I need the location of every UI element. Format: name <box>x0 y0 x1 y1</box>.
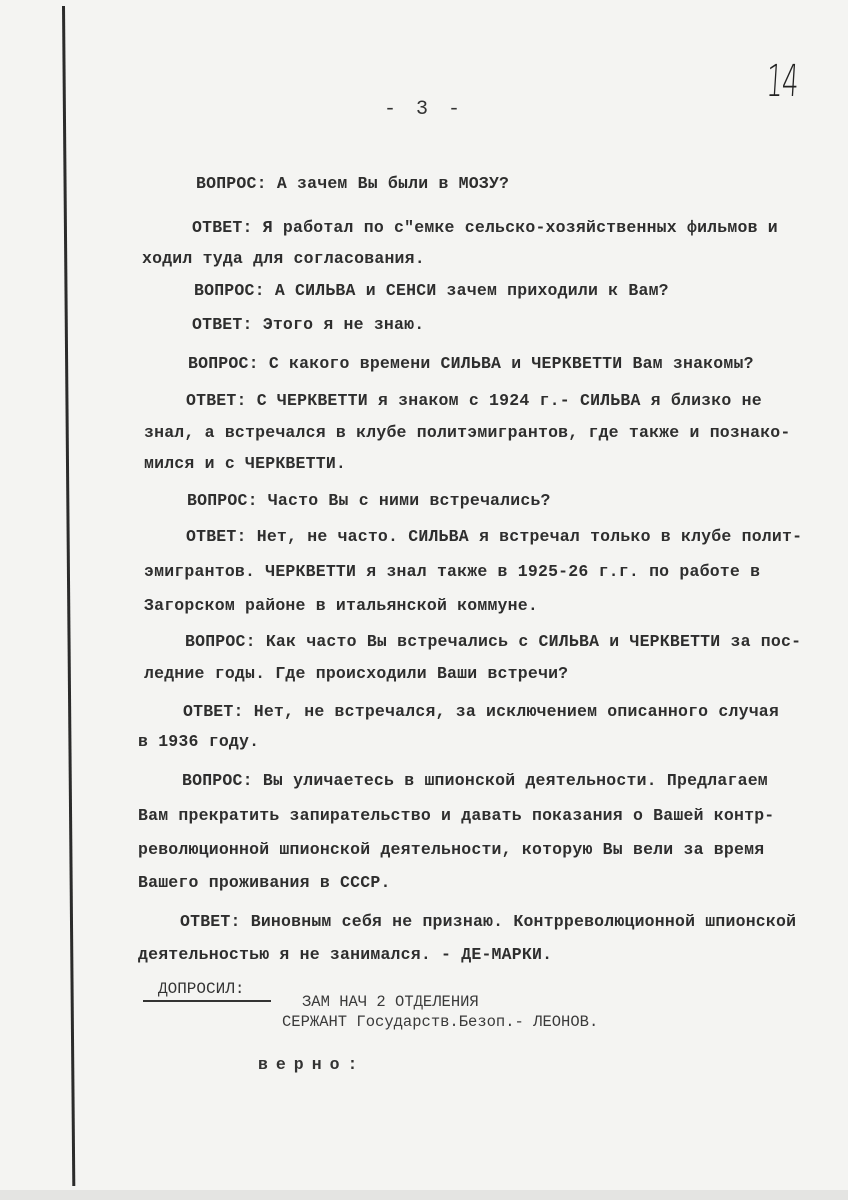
question-line: Вам прекратить запирательство и давать показания о Вашей контр- <box>138 806 775 825</box>
question-line: революционной шпионской деятельности, которую Вы вели за время <box>138 840 765 859</box>
answer-line: эмигрантов. ЧЕРКВЕТТИ я знал также в 1925-26 г.г. по работе в <box>144 562 761 581</box>
officer-title: ЗАМ НАЧ 2 ОТДЕЛЕНИЯ <box>302 993 479 1011</box>
margin-line <box>62 6 75 1186</box>
page-bottom-edge <box>0 1190 848 1200</box>
answer-line: ОТВЕТ: Нет, не встречался, за исключением описанного случая <box>183 702 779 721</box>
question-line: ВОПРОС: Вы уличаетесь в шпионской деятельности. Предлагаем <box>182 771 768 790</box>
answer-line: ОТВЕТ: Этого я не знаю. <box>192 315 425 334</box>
question-line: ВОПРОС: Часто Вы с ними встречались? <box>187 491 551 510</box>
question-line: ВОПРОС: Как часто Вы встречались с СИЛЬВА и ЧЕРКВЕТТИ за пос- <box>185 632 802 651</box>
question-line: ВОПРОС: С какого времени СИЛЬВА и ЧЕРКВЕТТИ Вам знакомы? <box>188 354 754 373</box>
answer-line: знал, а встречался в клубе политэмигрантов, где также и познако- <box>144 423 791 442</box>
handwritten-folio-number: 14 <box>764 56 800 107</box>
answer-line: деятельностью я не занимался. - ДЕ-МАРКИ. <box>138 945 553 964</box>
question-line: ВОПРОС: А зачем Вы были в МОЗУ? <box>196 174 510 193</box>
question-line: ВОПРОС: А СИЛЬВА и СЕНСИ зачем приходили к Вам? <box>194 281 669 300</box>
page-number: - 3 - <box>383 98 464 121</box>
answer-line: мился и с ЧЕРКВЕТТИ. <box>144 454 347 473</box>
answer-line: ОТВЕТ: Виновным себя не признаю. Контрреволюционной шпионской <box>180 912 797 931</box>
officer-name: СЕРЖАНТ Государств.Безоп.- ЛЕОНОВ. <box>282 1013 599 1031</box>
signature-underline <box>143 1000 271 1002</box>
question-line: Вашего проживания в СССР. <box>138 873 391 892</box>
certified-label: верно: <box>258 1055 366 1074</box>
answer-line: ОТВЕТ: Нет, не часто. СИЛЬВА я встречал только в клубе полит- <box>186 527 803 546</box>
question-line: ледние годы. Где происходили Ваши встречи? <box>144 664 569 683</box>
answer-line: ходил туда для согласования. <box>142 249 425 268</box>
answer-line: Загорском районе в итальянской коммуне. <box>144 596 538 615</box>
answer-line: ОТВЕТ: С ЧЕРКВЕТТИ я знаком с 1924 г.- СИЛЬВА я близко не <box>186 391 762 410</box>
answer-line: в 1936 году. <box>138 732 260 751</box>
interrogated-by-label: ДОПРОСИЛ: <box>158 980 245 998</box>
answer-line: ОТВЕТ: Я работал по с"емке сельско-хозяйственных фильмов и <box>192 218 778 237</box>
